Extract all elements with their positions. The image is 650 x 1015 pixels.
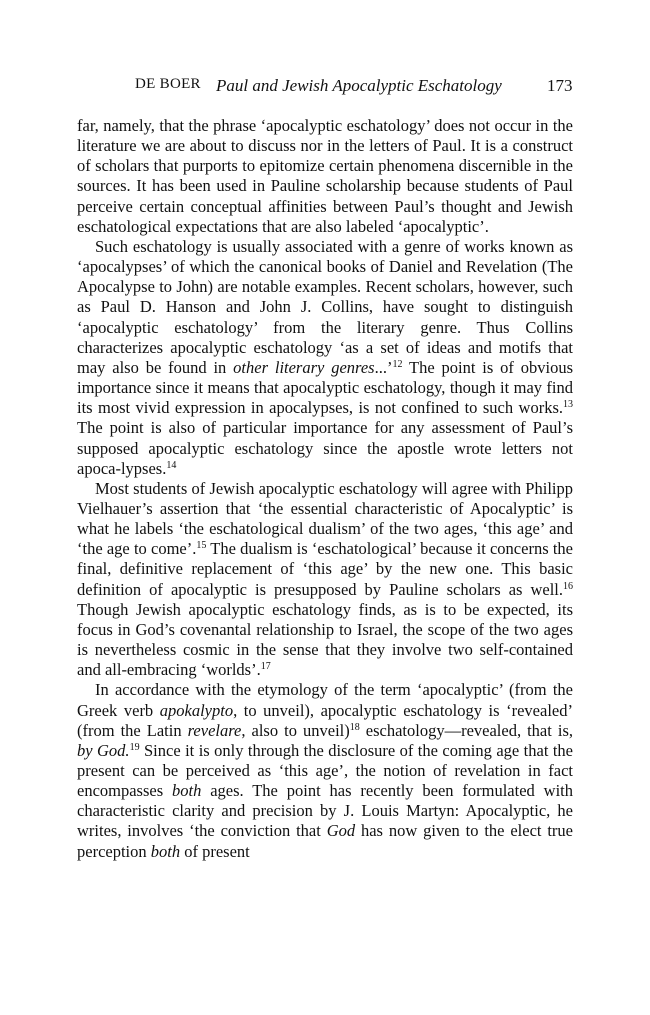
text-run: of present xyxy=(180,841,250,861)
running-head xyxy=(0,76,650,100)
italic-text: other literary genres xyxy=(233,357,375,377)
text-run: eschatology—revealed, that is, xyxy=(359,720,573,740)
paragraph xyxy=(77,680,573,861)
text-run: In accordance with the etymology of the term ‘apocalyptic’ (from the Greek verb xyxy=(77,680,573,720)
footnote-marker[interactable]: 17 xyxy=(260,661,271,673)
footnote-marker[interactable]: 18 xyxy=(349,721,360,733)
running-head-title: Paul and Jewish Apocalyptic Eschatology xyxy=(216,76,502,95)
running-head-author: DE BOER xyxy=(135,76,201,92)
text-run: The point is also of particular importance for any assessment of Paul’s supposed apocalyptic eschatology since the apostle wrote letters not apoca-lypses. xyxy=(77,418,573,478)
text-run: Though Jewish apocalyptic eschatology finds, as is to be expected, its focus in God’s covenantal relationship to Israel, the scope of the two ages is nevertheless cosmic in the sense that they involve two self-contained and all-embracing ‘worlds’. xyxy=(77,599,573,680)
footnote-marker[interactable]: 12 xyxy=(392,358,403,370)
body-text xyxy=(77,116,573,862)
paragraph xyxy=(77,237,573,479)
italic-text: both xyxy=(150,841,181,861)
italic-text: both xyxy=(172,781,202,801)
text-run: ...’ xyxy=(374,357,393,377)
text-run: , to unveil), apocalyptic eschatology is ‘revealed’ (from the Latin xyxy=(77,700,573,740)
footnote-marker[interactable]: 14 xyxy=(166,459,177,471)
text-run: has now given to the elect true perception xyxy=(77,821,573,861)
footnote-marker[interactable]: 16 xyxy=(563,580,573,592)
text-run: ages. The point has recently been formulated with characteristic clarity and precision by J. Louis Martyn: Apocalyptic, he writes, involves ‘the conviction that xyxy=(77,781,573,841)
text-run: , also to unveil) xyxy=(241,720,350,740)
italic-text: apokalypto xyxy=(159,700,234,720)
text-run: Since it is only through the disclosure of the coming age that the present can be perceived as ‘this age’, the notion of revelation in fact encompasses xyxy=(77,740,573,801)
footnote-marker[interactable]: 13 xyxy=(563,399,573,411)
page-number: 173 xyxy=(547,76,573,95)
italic-text: by God. xyxy=(77,740,130,760)
text-run: Most students of Jewish apocalyptic eschatology will agree with Philipp Vielhauer’s assertion that ‘the essential characteristic of Apocalyptic’ is what he labels ‘the eschatological dualism’ of the two ages, ‘this age’ and ‘the age to come’. xyxy=(77,478,573,559)
paragraph xyxy=(77,116,573,237)
footnote-marker[interactable]: 15 xyxy=(196,540,207,552)
italic-text: revelare xyxy=(187,720,242,740)
text-run: The point is of obvious importance since it means that apocalyptic eschatology, though it may find its most vivid expression in apocalypses, is not confined to such works. xyxy=(77,357,574,418)
text-run: far, namely, that the phrase ‘apocalyptic eschatology’ does not occur in the literature we are about to discuss nor in the letters of Paul. It is a construct of scholars that purports to epitomize certain phenomena discernible in the sources. It has been used in Pauline scholarship because students of Paul perceive certain conceptual affinities between Paul’s thought and Jewish eschatological expectations that are also labeled ‘apocalyptic’. xyxy=(77,116,573,236)
paragraph xyxy=(77,479,573,681)
text-run: Such eschatology is usually associated with a genre of works known as ‘apocalypses’ of which the canonical books of Daniel and Revelation (The Apocalypse to John) are notable examples. Recent scholars, however, such as Paul D. Hanson and John J. Collins, have sought to distinguish ‘apocalyptic eschatology’ from the literary genre. Thus Collins characterizes apocalyptic eschatology ‘as a set of ideas and motifs that may also be found in xyxy=(77,236,573,377)
text-run: The dualism is ‘eschatological’ because it concerns the final, definitive replacement of ‘this age’ by the new one. This basic definition of apocalyptic is presupposed by Pauline scholars as well. xyxy=(77,539,573,599)
italic-text: God xyxy=(326,821,356,841)
footnote-marker[interactable]: 19 xyxy=(129,741,140,753)
